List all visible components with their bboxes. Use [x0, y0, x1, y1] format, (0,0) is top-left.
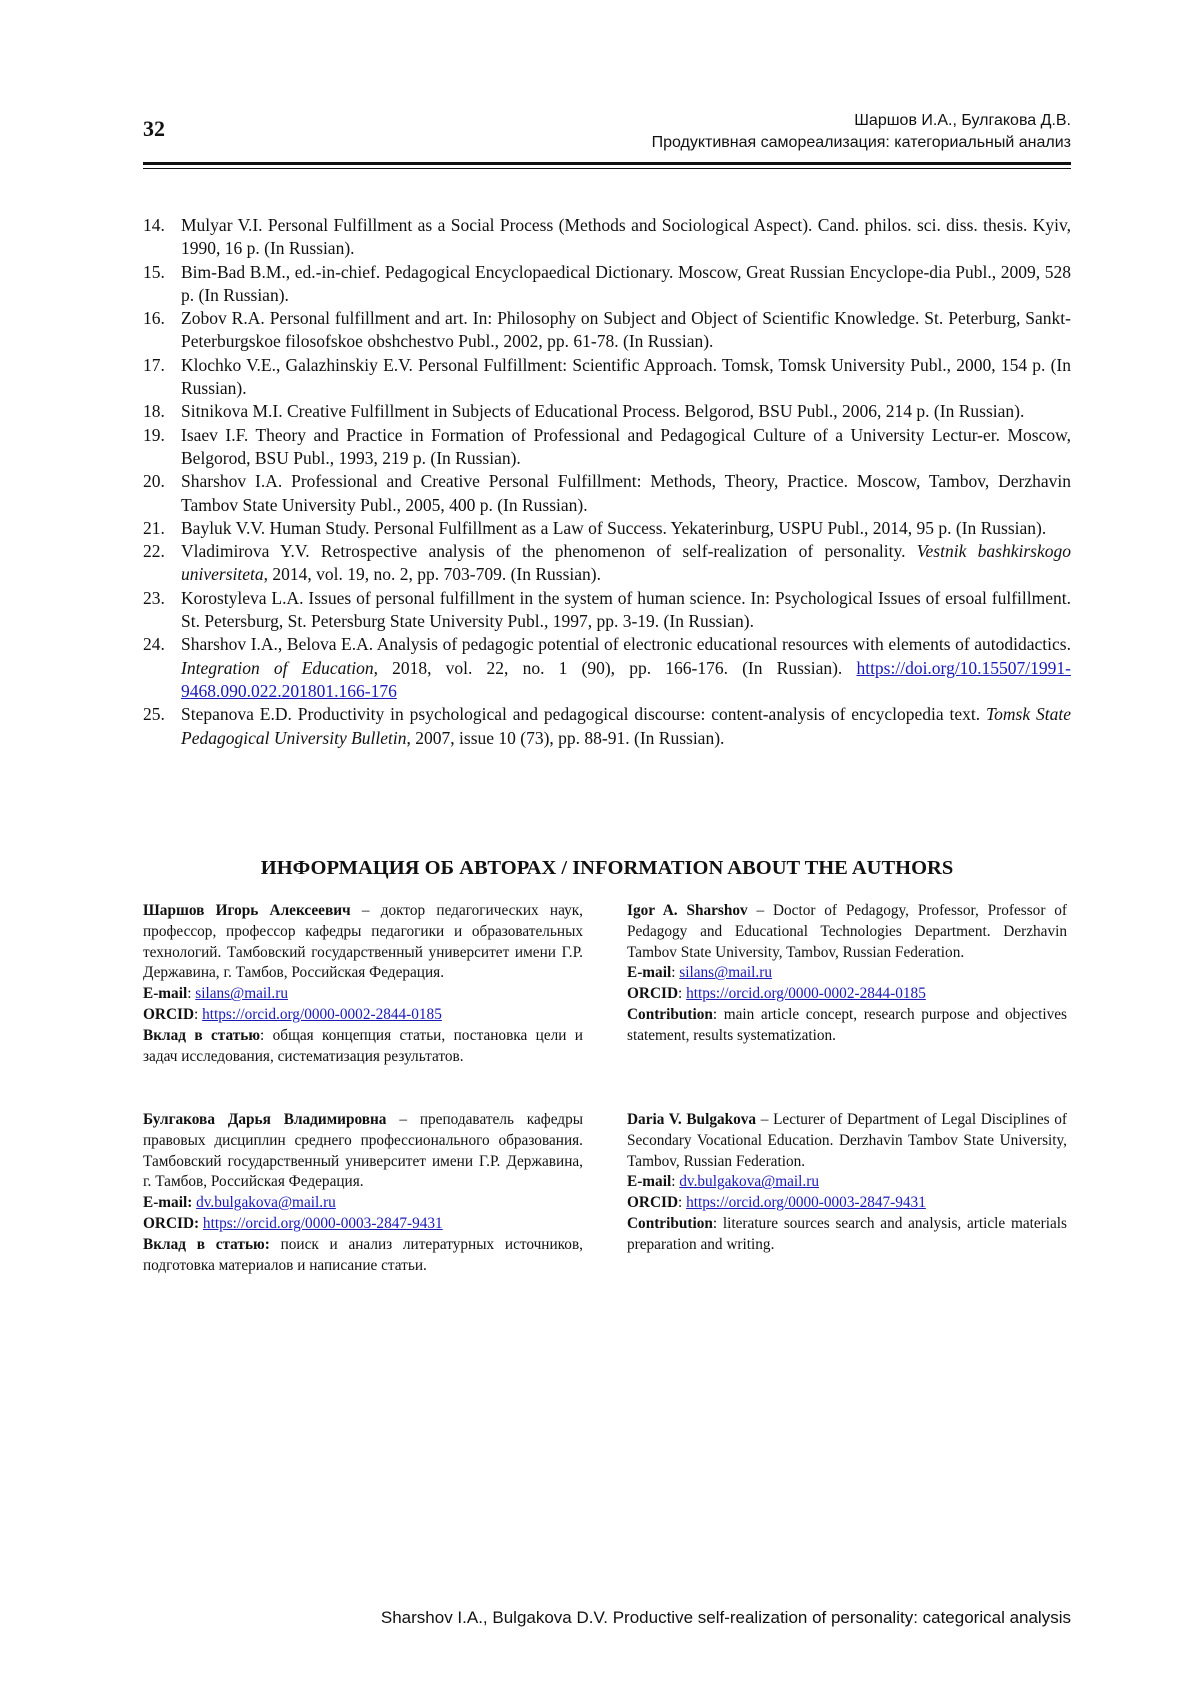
- reference-text: Sitnikova M.I. Creative Fulfillment in Subjects of Educational Process. Belgorod, BSU Publ., 2006, 214 p. (In Russian).: [181, 401, 1025, 422]
- author-description: – преподаватель кафедры правовых дисциплин среднего профессионального образования. Тамбовский государственный университет имени Г.Р. Державина, г. Тамбов, Российская Федерация.: [143, 1111, 583, 1191]
- author-name: Шаршов Игорь Алексеевич: [143, 902, 351, 919]
- reference-text-tail: , 2014, vol. 19, no. 2, pp. 703-709. (In Russian).: [263, 564, 601, 585]
- separator: :: [194, 1005, 203, 1023]
- separator: :: [187, 985, 196, 1003]
- page-header: [143, 108, 1071, 164]
- author-orcid-line: [143, 1214, 583, 1235]
- author-card-sharshov-en: [627, 901, 1067, 1047]
- author-contribution: [627, 1214, 1067, 1256]
- separator: :: [260, 1026, 273, 1044]
- email-label: E-mail: [143, 985, 188, 1003]
- reference-number: 21.: [143, 517, 165, 538]
- reference-number: 22.: [143, 541, 165, 562]
- author-description: – Doctor of Pedagogy, Professor, Professor of Pedagogy and Educational Technologies Department. Derzhavin Tambov State University, Tambov, Russian Federation.: [627, 902, 1067, 961]
- reference-text: Isaev I.F. Theory and Practice in Formation of Professional and Pedagogical Culture of a University Lectur-er. Moscow, Belgorod, BSU Publ., 1993, 219 p. (In Russian).: [181, 424, 1071, 468]
- author-card-sharshov-ru: [143, 901, 583, 1067]
- author-orcid-line: [627, 984, 1067, 1005]
- author-bio: [627, 1110, 1067, 1172]
- reference-number: 23.: [143, 587, 165, 608]
- author-name: Igor A. Sharshov: [627, 902, 748, 919]
- reference-number: 17.: [143, 354, 165, 375]
- reference-doi-link[interactable]: https://doi.org/10.15507/1991-9468.090.022.201801.166-176: [181, 657, 1071, 701]
- author-name: Булгакова Дарья Владимировна: [143, 1111, 387, 1128]
- author-description: – доктор педагогических наук, профессор, профессор кафедры педагогики и образовательных технологий. Тамбовский государственный университет имени Г.Р. Державина, г. Тамбов, Российская Федерация.: [143, 902, 583, 982]
- contribution-label: Вклад в статью: [143, 1026, 261, 1044]
- reference-list: [143, 214, 1071, 750]
- running-head-title: Продуктивная самореализация: категориальный анализ: [651, 134, 1071, 151]
- reference-text: Sharshov I.A., Belova E.A. Analysis of pedagogic potential of electronic educational resources with elements of autodidactics.: [181, 634, 1071, 655]
- reference-text: Klochko V.E., Galazhinskiy E.V. Personal Fulfillment: Scientific Approach. Tomsk, Tomsk University Publ., 2000, 154 p. (In Russian).: [181, 354, 1071, 399]
- separator: [270, 1236, 281, 1253]
- author-bio: [143, 1110, 583, 1193]
- reference-journal: Integration of Education: [181, 657, 374, 678]
- page-footer: Sharshov I.A., Bulgakova D.V. Productive self-realization of personality: categorical analysis: [380, 1608, 1071, 1627]
- reference-journal: Vestnik bashkirskogo universiteta: [181, 541, 1071, 585]
- separator: :: [671, 1173, 680, 1191]
- page-number: 32: [143, 116, 165, 141]
- running-head: [652, 110, 1071, 154]
- author-card-bulgakova-ru: [143, 1110, 583, 1276]
- reference-item: [143, 517, 1071, 540]
- reference-text: Bim-Bad B.M., ed.-in-chief. Pedagogical Encyclopaedical Dictionary. Moscow, Great Russian Encyclope-dia Publ., 2009, 528 p. (In Russian).: [181, 261, 1071, 305]
- reference-number: 25.: [143, 704, 165, 725]
- reference-item: [143, 214, 1071, 261]
- contribution-text: общая концепция статьи, постановка цели и задач исследования, систематизация результатов.: [143, 1026, 583, 1065]
- reference-text: Mulyar V.I. Personal Fulfillment as a Social Process (Methods and Sociological Aspect). Cand. philos. sci. diss. thesis. Kyiv, 1990, 16 p. (In Russian).: [181, 215, 1071, 259]
- separator: :: [671, 964, 680, 982]
- reference-item: [143, 354, 1071, 401]
- author-name: Daria V. Bulgakova: [627, 1111, 757, 1128]
- reference-number: 20.: [143, 471, 165, 492]
- reference-item: [143, 424, 1071, 471]
- reference-text: Korostyleva L.A. Issues of personal fulfillment in the system of human science. In: Psychological Issues of ersoal fulfillment. St. Petersburg, St. Petersburg State University Publ., 1997, pp. 3-19. (In Russian).: [181, 587, 1071, 632]
- reference-text: Stepanova E.D. Productivity in psychological and pedagogical discourse: content-analysis of encyclopedia text.: [181, 704, 987, 725]
- separator: :: [678, 1194, 687, 1212]
- email-label: E-mail:: [143, 1194, 193, 1212]
- contribution-text: literature sources search and analysis, article materials preparation and writing.: [627, 1214, 1068, 1253]
- email-link[interactable]: silans@mail.ru: [679, 964, 772, 982]
- orcid-label: ORCID: [627, 985, 678, 1003]
- reference-item: [143, 633, 1071, 703]
- reference-item: [143, 307, 1071, 354]
- author-email-line: [627, 1172, 1067, 1193]
- orcid-label: ORCID: [143, 1005, 194, 1023]
- orcid-link[interactable]: https://orcid.org/0000-0002-2844-0185: [686, 985, 926, 1003]
- reference-number: 19.: [143, 424, 165, 445]
- author-description: – Lecturer of Department of Legal Disciplines of Secondary Vocational Education. Derzhavin Tambov State University, Tambov, Russian Federation.: [627, 1111, 1068, 1170]
- reference-item: [143, 261, 1071, 308]
- author-orcid-line: [143, 1005, 583, 1026]
- reference-item: [143, 587, 1071, 634]
- author-contribution: [143, 1235, 583, 1277]
- contribution-label: Contribution: [627, 1214, 713, 1232]
- contribution-label: Вклад в статью:: [143, 1235, 270, 1253]
- orcid-link[interactable]: https://orcid.org/0000-0003-2847-9431: [202, 1214, 443, 1232]
- reference-number: 16.: [143, 308, 165, 329]
- author-contribution: [143, 1026, 583, 1068]
- reference-text: Sharshov I.A. Professional and Creative Personal Fulfillment: Methods, Theory, Practice. Moscow, Tambov, Derzhavin Tambov State University Publ., 2005, 400 p. (In Russian).: [181, 471, 1071, 515]
- reference-text: Zobov R.A. Personal fulfillment and art. In: Philosophy on Subject and Object of Scientific Knowledge. St. Peterburg, Sankt-Peterburgskoe filosofskoe obshchestvo Publ., 2002, pp. 61-78. (In Russian).: [181, 308, 1071, 352]
- separator: :: [678, 985, 687, 1003]
- email-label: E-mail: [627, 964, 672, 982]
- email-link[interactable]: silans@mail.ru: [195, 985, 288, 1003]
- reference-item: [143, 400, 1071, 423]
- orcid-label: ORCID: [627, 1194, 678, 1212]
- reference-item: [143, 470, 1071, 517]
- author-bio: [627, 901, 1067, 963]
- reference-number: 24.: [143, 634, 165, 655]
- author-email-line: [627, 963, 1067, 984]
- reference-journal: Tomsk State Pedagogical University Bulletin: [181, 704, 1071, 748]
- reference-number: 15.: [143, 261, 165, 282]
- reference-item: [143, 540, 1071, 587]
- header-rule-thin: [143, 168, 1071, 169]
- running-head-authors: Шаршов И.А., Булгакова Д.В.: [854, 112, 1071, 129]
- orcid-label: ORCID:: [143, 1214, 200, 1232]
- contribution-label: Contribution: [627, 1005, 713, 1023]
- reference-text: Bayluk V.V. Human Study. Personal Fulfillment as a Law of Success. Yekaterinburg, USPU Publ., 2014, 95 p. (In Russian).: [181, 517, 1047, 538]
- separator: :: [712, 1214, 723, 1232]
- reference-number: 18.: [143, 401, 165, 422]
- reference-number: 14.: [143, 215, 165, 235]
- reference-text: Vladimirova Y.V. Retrospective analysis of the phenomenon of self-realization of personality.: [181, 541, 917, 562]
- author-card-bulgakova-en: [627, 1110, 1067, 1256]
- orcid-link[interactable]: https://orcid.org/0000-0002-2844-0185: [202, 1005, 442, 1023]
- contribution-text: поиск и анализ литературных источников, подготовка материалов и написание статьи.: [143, 1235, 584, 1274]
- contribution-text: main article concept, research purpose and objectives statement, results systematization.: [627, 1005, 1067, 1044]
- author-orcid-line: [627, 1193, 1067, 1214]
- email-link[interactable]: dv.bulgakova@mail.ru: [679, 1173, 819, 1191]
- orcid-link[interactable]: https://orcid.org/0000-0003-2847-9431: [686, 1194, 926, 1212]
- author-contribution: [627, 1005, 1067, 1047]
- email-label: E-mail: [627, 1173, 672, 1191]
- header-rule-thick: [143, 162, 1071, 165]
- author-email-line: [143, 984, 583, 1005]
- authors-section-title: ИНФОРМАЦИЯ ОБ АВТОРАХ / INFORMATION ABOUT THE AUTHORS: [260, 857, 954, 879]
- email-link[interactable]: dv.bulgakova@mail.ru: [196, 1194, 336, 1212]
- separator: :: [712, 1005, 724, 1023]
- reference-text-tail: , 2018, vol. 22, no. 1 (90), pp. 166-176. (In Russian).: [373, 657, 857, 678]
- author-bio: [143, 901, 583, 984]
- reference-text-tail: , 2007, issue 10 (73), pp. 88-91. (In Russian).: [406, 727, 725, 748]
- reference-item: [143, 703, 1071, 750]
- author-email-line: [143, 1193, 583, 1214]
